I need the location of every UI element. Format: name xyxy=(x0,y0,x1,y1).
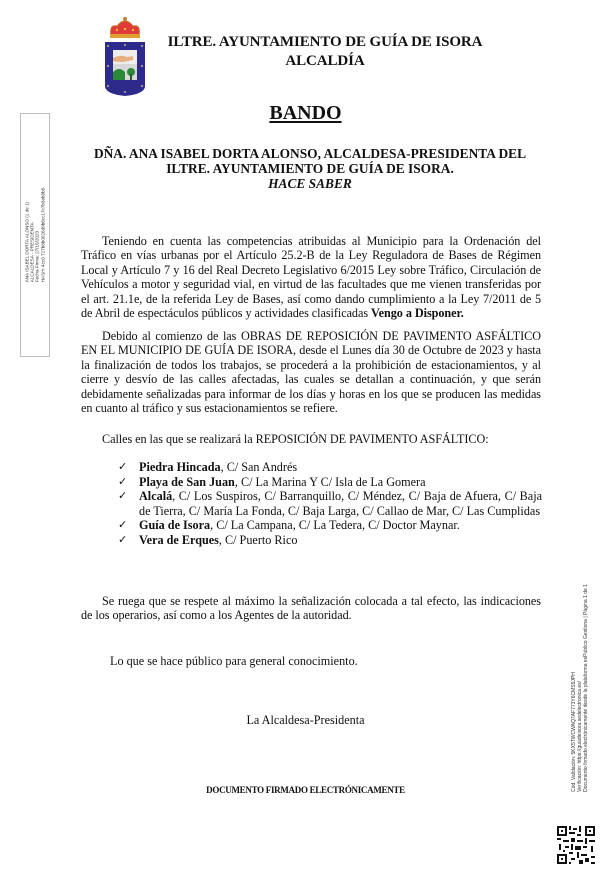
list-item: ✓ Alcalá, C/ Los Suspiros, C/ Barranquillo, C/ Méndez, C/ Baja de Afuera, C/ Baja de Tierra, C/ María La Fonda, C/ Baja Larga, C/ Callao de Mar, C/ Las Cumplidas xyxy=(118,489,542,518)
institution-name: ILTRE. AYUNTAMIENTO DE GUÍA DE ISORA xyxy=(167,34,483,50)
checkmark-icon: ✓ xyxy=(118,519,128,532)
checkmark-icon: ✓ xyxy=(118,461,128,473)
checkmark-icon: ✓ xyxy=(118,475,128,488)
department-name: ALCALDÍA xyxy=(285,53,365,69)
list-item: ✓ Vera de Erques, C/ Puerto Rico xyxy=(118,532,298,547)
decree-heading xyxy=(90,146,530,191)
heading-line-2: ILTRE. AYUNTAMIENTO DE GUÍA DE ISORA. xyxy=(166,161,454,176)
signed-notice: DOCUMENTO FIRMADO ELECTRÓNICAMENTE xyxy=(206,785,405,795)
document-header xyxy=(150,33,500,71)
signature-date: Fecha Firma: 27/10/2023 xyxy=(35,230,40,283)
paragraph-competencies: Teniendo en cuenta las competencias atribuidas al Municipio para la Ordenación del Tráfico en vías urbanas por el Artículo 25.2-B de la Ley Reguladora de Bases de Régimen Local y Artículo 7 y 16 del Real Decreto Legislativo 6/2015 Ley sobre Tráfico, Circulación de Vehículos a motor y seguridad vial, en virtud de las facultades que me vienen transferidas por el art. 21.1e, de la referida Ley de Bases, así como dando cumplimiento a la Ley 7/2011 de 5 de Abril de espectáculos públicos y actividades clasificadas Vengo a Disponer. xyxy=(81,234,541,321)
paragraph-works: Debido al comienzo de las OBRAS DE REPOSICIÓN DE PAVIMENTO ASFÁLTICO EN EL MUNICIPIO DE GUÍA DE ISORA, desde el Lunes día 30 de Octubre de 2023 y hasta la finalización de todos los trabajos, se procederá a la prohibición de estacionamientos, y al cierre y desvío de las calles afectadas, las cuales se detallan a continuación, y que serán debidamente señalizadas para informar de los días y horas en los que se producen las medidas en cuanto al tráfico y sus estacionamientos se refiere. xyxy=(81,329,541,416)
checkmark-icon: ✓ xyxy=(118,533,128,546)
checkmark-icon: ✓ xyxy=(118,490,128,503)
signer-title: La Alcaldesa-Presidenta xyxy=(246,713,365,727)
platform-note: Documento firmado electrónicamente desde la plataforma esPublico Gestiona | Página 1 de 1 xyxy=(583,583,589,792)
paragraph-streets-intro: Calles en las que se realizará la REPOSICIÓN DE PAVIMENTO ASFÁLTICO: xyxy=(102,432,489,446)
signature-hash: HASH: 4cc0 727b8b0026d9b6cc17c7b3eb0b5 xyxy=(40,187,46,283)
signature-signer: ANA ISABEL DORTA ALONSO (1 de 1) xyxy=(24,201,30,283)
coat-of-arms-icon xyxy=(103,14,147,98)
document-title: BANDO xyxy=(269,102,342,124)
heading-line-1: DÑA. ANA ISABEL DORTA ALONSO, ALCALDESA-PRESIDENTA DEL xyxy=(93,146,527,161)
list-item: ✓ Guía de Isora, C/ La Campana, C/ La Tedera, C/ Doctor Maynar. xyxy=(118,518,460,533)
paragraph-request: Se ruega que se respete al máximo la señalización colocada a tal efecto, las indicaciones de los operarios, así como a los Agentes de la autoridad. xyxy=(81,594,541,623)
hace-saber: HACE SABER xyxy=(268,176,352,191)
validation-code: Cód. Validación: 5KX5TWCWAQ7AF773Y6CMS5JPH xyxy=(571,671,577,792)
paragraph-public-notice: Lo que se hace público para general conocimiento. xyxy=(110,654,358,668)
verification-link[interactable]: Verificación: https://guiadeisora.sedelectronica.es/ xyxy=(577,680,583,792)
list-item: ✓ Playa de San Juan, C/ La Marina Y C/ Isla de La Gomera xyxy=(118,474,426,489)
list-item: ✓ Piedra Hincada, C/ San Andrés xyxy=(118,460,298,474)
validation-strip xyxy=(560,555,600,820)
vengo-a-disponer: Vengo a Disponer. xyxy=(371,306,464,321)
qr-code-icon[interactable] xyxy=(557,826,595,864)
signature-role: ALCALDESA - PRESIDENTA xyxy=(29,222,35,283)
signature-stamp xyxy=(20,113,50,357)
streets-list xyxy=(118,460,542,548)
